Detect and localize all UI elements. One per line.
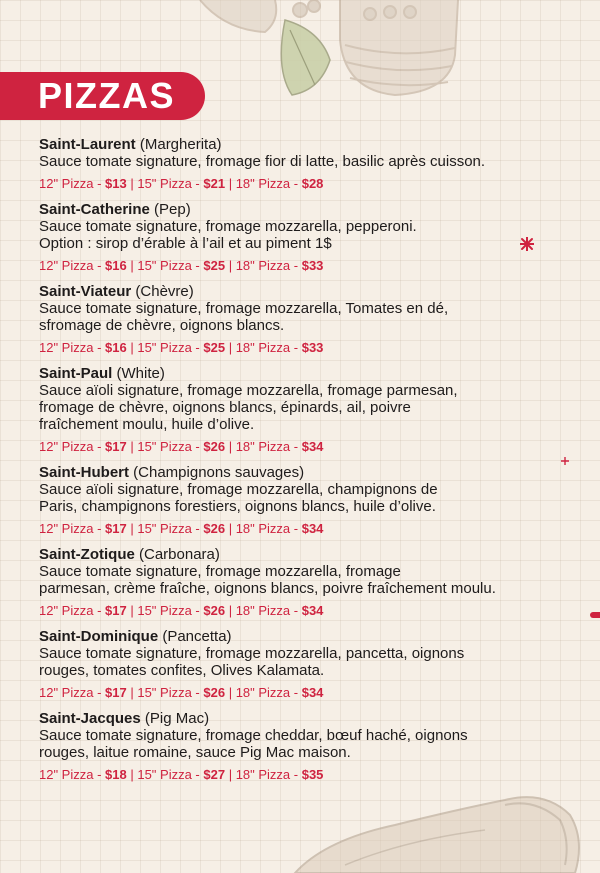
menu-item [39, 283, 579, 356]
price-size-label: 15" Pizza - [137, 258, 204, 273]
price-separator: | [126, 521, 138, 536]
menu-item-description: parmesan, crème fraîche, oignons blancs, poivre fraîchement moulu. [39, 580, 496, 597]
price-size-label: 15" Pizza - [137, 439, 204, 454]
menu-item-prices [39, 176, 579, 192]
menu-item-name: Saint-Hubert [39, 464, 129, 481]
price-value: $34 [301, 439, 324, 454]
price-value: $35 [301, 767, 324, 782]
menu-item-description: Sauce tomate signature, fromage mozzarella, pancetta, oignons [39, 645, 465, 662]
price-size-label: 12" Pizza - [39, 767, 106, 782]
menu-item [39, 136, 579, 192]
price-separator: | [126, 258, 138, 273]
price-value: $16 [105, 340, 127, 355]
price-size-label: 15" Pizza - [137, 767, 204, 782]
menu-item-subtitle: (Margherita) [139, 136, 222, 153]
price-size-label: 15" Pizza - [137, 521, 204, 536]
price-separator: | [225, 176, 236, 191]
menu-item-prices [39, 685, 579, 701]
price-value: $13 [105, 176, 127, 191]
menu-item-title [39, 710, 579, 727]
menu-item-name: Saint-Viateur [39, 283, 132, 300]
price-separator: | [126, 767, 138, 782]
mortar-pestle-basil-illustration [180, 0, 480, 125]
price-separator: | [225, 258, 236, 273]
price-value: $26 [203, 521, 226, 536]
menu-item-description: Sauce tomate signature, fromage mozzarella, fromage [39, 563, 401, 580]
menu-item-prices [39, 603, 579, 619]
price-separator: | [225, 340, 236, 355]
menu-item-prices [39, 340, 579, 356]
price-value: $18 [105, 767, 127, 782]
menu-item-subtitle: (Pig Mac) [144, 710, 210, 727]
price-size-label: 18" Pizza - [235, 521, 302, 536]
menu-item-name: Saint-Catherine [39, 201, 150, 218]
menu-item-description: Sauce tomate signature, fromage cheddar, bœuf haché, oignons [39, 727, 468, 744]
price-separator: | [126, 439, 138, 454]
price-size-label: 18" Pizza - [235, 340, 302, 355]
price-separator: | [126, 603, 138, 618]
menu-item-description: fromage de chèvre, oignons blancs, épinards, ail, poivre [39, 399, 411, 416]
menu-item-description: Sauce tomate signature, fromage mozzarella, pepperoni. [39, 218, 417, 235]
menu-item-name: Saint-Laurent [39, 136, 136, 153]
menu-item-description: Sauce aïoli signature, fromage mozzarella, fromage parmesan, [39, 382, 458, 399]
price-value: $34 [301, 603, 324, 618]
sparkle-icon [590, 612, 600, 618]
menu-item-subtitle: (Pep) [154, 201, 191, 218]
menu-item-prices [39, 521, 579, 537]
menu-item [39, 628, 579, 701]
menu-item-title [39, 464, 579, 481]
price-separator: | [126, 340, 138, 355]
price-separator: | [225, 603, 236, 618]
menu-item-description: Sauce tomate signature, fromage mozzarella, Tomates en dé, [39, 300, 449, 317]
price-separator: | [126, 685, 138, 700]
price-separator: | [126, 176, 138, 191]
price-size-label: 15" Pizza - [137, 603, 204, 618]
menu-item-subtitle: (White) [116, 365, 165, 382]
page-title: PIZZAS [38, 75, 176, 116]
menu-item [39, 201, 579, 274]
menu-item-subtitle: (Pancetta) [162, 628, 232, 645]
menu-item-title [39, 365, 579, 382]
menu-item-name: Saint-Dominique [39, 628, 159, 645]
price-size-label: 15" Pizza - [137, 176, 204, 191]
menu-list [39, 136, 579, 792]
menu-item-title [39, 628, 579, 645]
menu-item-prices [39, 258, 579, 274]
price-size-label: 12" Pizza - [39, 603, 106, 618]
price-value: $26 [203, 603, 226, 618]
menu-item-description: Sauce aïoli signature, fromage mozzarella, champignons de [39, 481, 438, 498]
price-size-label: 15" Pizza - [137, 685, 204, 700]
price-value: $16 [105, 258, 127, 273]
menu-item [39, 710, 579, 783]
price-separator: | [225, 521, 236, 536]
menu-item-subtitle: (Carbonara) [139, 546, 220, 563]
price-value: $34 [301, 521, 324, 536]
price-value: $25 [203, 258, 226, 273]
price-size-label: 18" Pizza - [235, 603, 302, 618]
price-value: $17 [105, 521, 127, 536]
price-size-label: 12" Pizza - [39, 439, 106, 454]
price-size-label: 12" Pizza - [39, 258, 106, 273]
price-value: $21 [203, 176, 226, 191]
menu-item-title [39, 546, 579, 563]
price-value: $28 [301, 176, 324, 191]
price-size-label: 18" Pizza - [235, 685, 302, 700]
section-header [0, 72, 205, 120]
price-size-label: 18" Pizza - [235, 439, 302, 454]
price-value: $26 [203, 439, 226, 454]
price-size-label: 18" Pizza - [235, 258, 302, 273]
price-value: $27 [203, 767, 226, 782]
menu-item-description: fraîchement moulu, huile d’olive. [39, 416, 255, 433]
menu-item-subtitle: (Chèvre) [135, 283, 194, 300]
price-value: $34 [301, 685, 324, 700]
price-value: $17 [105, 603, 127, 618]
menu-item-name: Saint-Zotique [39, 546, 135, 563]
price-value: $25 [203, 340, 226, 355]
price-value: $17 [105, 439, 127, 454]
menu-item-name: Saint-Paul [39, 365, 113, 382]
menu-item [39, 546, 579, 619]
menu-item-prices [39, 767, 579, 783]
menu-item-name: Saint-Jacques [39, 710, 141, 727]
price-size-label: 12" Pizza - [39, 685, 106, 700]
menu-item [39, 365, 579, 455]
price-separator: | [225, 685, 236, 700]
price-size-label: 12" Pizza - [39, 521, 106, 536]
menu-item-description: sfromage de chèvre, oignons blancs. [39, 317, 285, 334]
menu-item-title [39, 201, 579, 218]
price-value: $17 [105, 685, 127, 700]
price-value: $33 [301, 340, 324, 355]
menu-item-description: rouges, tomates confites, Olives Kalamata. [39, 662, 325, 679]
menu-item-title [39, 136, 579, 153]
menu-item [39, 464, 579, 537]
price-separator: | [225, 439, 236, 454]
menu-item-description: rouges, laitue romaine, sauce Pig Mac maison. [39, 744, 351, 761]
menu-item-prices [39, 439, 579, 455]
price-separator: | [225, 767, 236, 782]
price-size-label: 18" Pizza - [235, 176, 302, 191]
menu-item-description: Paris, champignons forestiers, oignons blancs, huile d’olive. [39, 498, 436, 515]
price-size-label: 12" Pizza - [39, 340, 106, 355]
price-value: $33 [301, 258, 324, 273]
menu-item-subtitle: (Champignons sauvages) [133, 464, 305, 481]
menu-item-description: Option : sirop d’érable à l’ail et au piment 1$ [39, 235, 332, 252]
price-size-label: 12" Pizza - [39, 176, 106, 191]
price-size-label: 18" Pizza - [235, 767, 302, 782]
price-size-label: 15" Pizza - [137, 340, 204, 355]
menu-item-title [39, 283, 579, 300]
price-value: $26 [203, 685, 226, 700]
menu-item-description: Sauce tomate signature, fromage fior di latte, basilic après cuisson. [39, 153, 486, 170]
